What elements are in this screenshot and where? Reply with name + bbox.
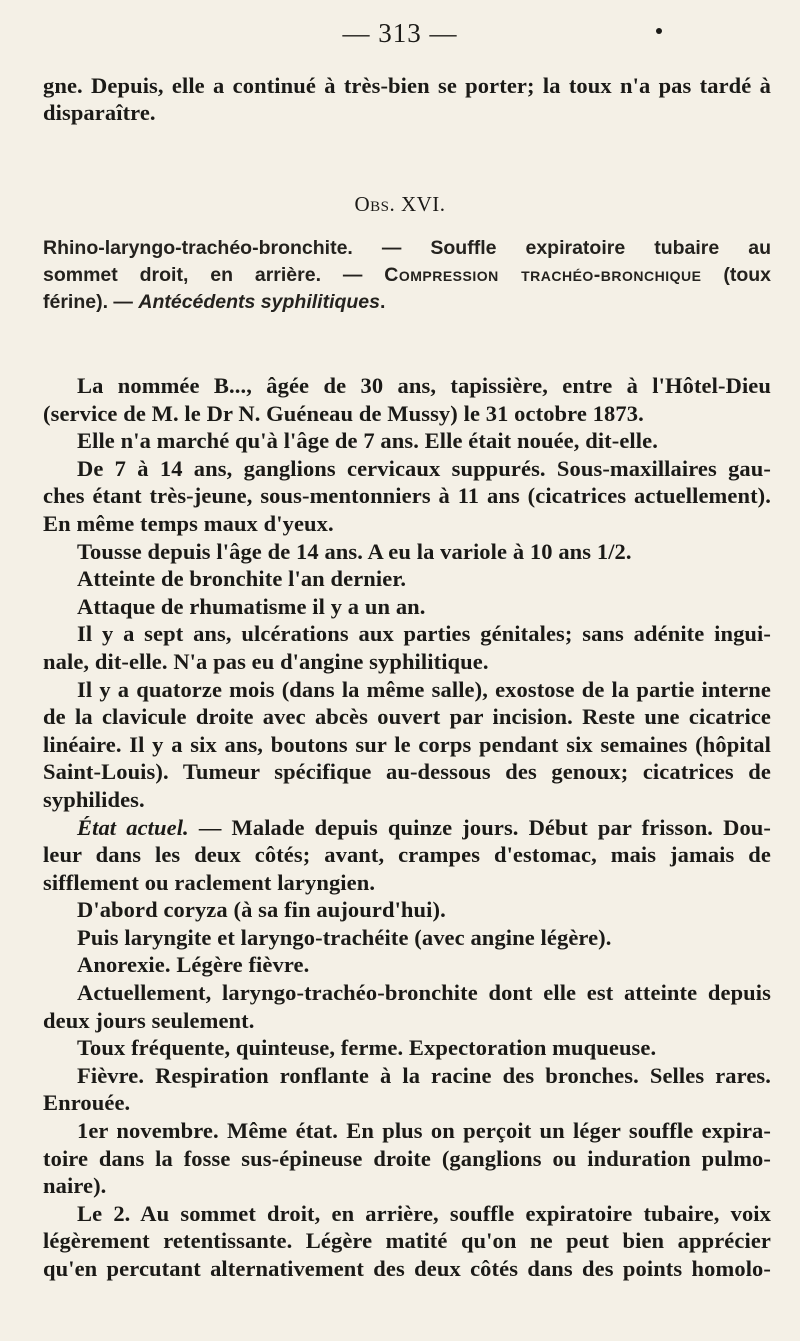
text-line — [43, 814, 771, 842]
summary-text: férine). — — [43, 291, 139, 313]
text-line: Le 2. Au sommet droit, en arrière, souffle expiratoire tubaire, voix — [77, 1200, 771, 1226]
summary-line — [43, 289, 771, 316]
text-line: En même temps maux d'yeux. — [43, 510, 334, 536]
text-line: disparaître. — [43, 99, 156, 125]
page-number: — 313 — — [342, 18, 458, 48]
text-line: 1er novembre. Même état. En plus on perçoit un léger souffle expira- — [77, 1118, 771, 1144]
text-line: Saint-Louis). Tumeur spécifique au-dessous des genoux; cicatrices de — [43, 759, 771, 785]
ink-dot — [656, 28, 662, 34]
text-line: syphilides. — [43, 786, 145, 812]
text-line: nale, dit-elle. N'a pas eu d'angine syphilitique. — [43, 648, 489, 674]
text-line: toire dans la fosse sus-épineuse droite (ganglions ou induration pulmo- — [43, 1145, 771, 1171]
text-line: Il y a sept ans, ulcérations aux parties génitales; sans adénite ingui- — [77, 621, 771, 647]
observation-title: Obs. XVI. — [354, 192, 446, 216]
text-line: Elle n'a marché qu'à l'âge de 7 ans. Elle était nouée, dit-elle. — [77, 428, 658, 454]
page-header — [0, 18, 800, 58]
text-line: Enrouée. — [43, 1090, 131, 1116]
summary-text: (toux — [701, 264, 771, 286]
text-line: Tousse depuis l'âge de 14 ans. A eu la variole à 10 ans 1/2. — [77, 538, 632, 564]
text-line: (service de M. le Dr N. Guéneau de Mussy) le 31 octobre 1873. — [43, 400, 644, 426]
text-line: de la clavicule droite avec abcès ouvert par incision. Reste une cicatrice — [43, 704, 771, 730]
text-line: La nommée B..., âgée de 30 ans, tapissière, entre à l'Hôtel-Dieu — [77, 373, 771, 398]
text-line: linéaire. Il y a six ans, boutons sur le corps pendant six semaines (hôpital — [43, 731, 771, 757]
text-line: qu'en percutant alternativement des deux côtés dans des points homolo- — [43, 1256, 771, 1281]
section-label: État actuel. — [77, 814, 189, 840]
text-line: Puis laryngite et laryngo-trachéite (avec angine légère). — [77, 924, 612, 950]
observation-body — [43, 372, 771, 1283]
observation-summary — [43, 235, 771, 316]
text-line: gne. Depuis, elle a continué à très-bien se porter; la toux n'a pas tardé à — [43, 73, 771, 98]
summary-line — [43, 262, 771, 289]
intro-paragraph — [43, 73, 771, 126]
text-line: D'abord coryza (à sa fin aujourd'hui). — [77, 897, 446, 923]
text-line: Atteinte de bronchite l'an dernier. — [77, 566, 407, 592]
text-line: Il y a quatorze mois (dans la même salle), exostose de la partie interne — [77, 676, 771, 702]
text-line: Toux fréquente, quinteuse, ferme. Expectoration muqueuse. — [77, 1035, 657, 1061]
text-line: De 7 à 14 ans, ganglions cervicaux suppurés. Sous-maxillaires gau- — [77, 455, 771, 481]
summary-text: sommet droit, en arrière. — — [43, 264, 385, 286]
text-line: leur dans les deux côtés; avant, crampes d'estomac, mais jamais de — [43, 842, 771, 868]
text-line: Attaque de rhumatisme il y a un an. — [77, 593, 426, 619]
summary-line: Rhino-laryngo-trachéo-bronchite. — Souffle expiratoire tubaire au — [43, 237, 771, 259]
text-line: Fièvre. Respiration ronflante à la racine des bronches. Selles rares. — [77, 1062, 771, 1088]
summary-smallcaps: Compression trachéo-bronchique — [384, 264, 702, 286]
text-line: sifflement ou raclement laryngien. — [43, 869, 376, 895]
text-line: légèrement retentissante. Légère matité qu'on ne peut bien apprécier — [43, 1228, 771, 1254]
text-line: deux jours seulement. — [43, 1007, 255, 1033]
summary-italic: Antécédents syphilitiques — [138, 291, 380, 313]
summary-text: . — [380, 291, 386, 313]
text-run: — Malade depuis quinze jours. Début par frisson. Dou- — [188, 814, 772, 840]
text-line: ches étant très-jeune, sous-mentonniers à 11 ans (cicatrices actuellement). — [43, 483, 771, 509]
text-line: Actuellement, laryngo-trachéo-bronchite dont elle est atteinte depuis — [77, 980, 771, 1006]
text-line: Anorexie. Légère fièvre. — [77, 952, 310, 978]
text-line: naire). — [43, 1173, 107, 1199]
